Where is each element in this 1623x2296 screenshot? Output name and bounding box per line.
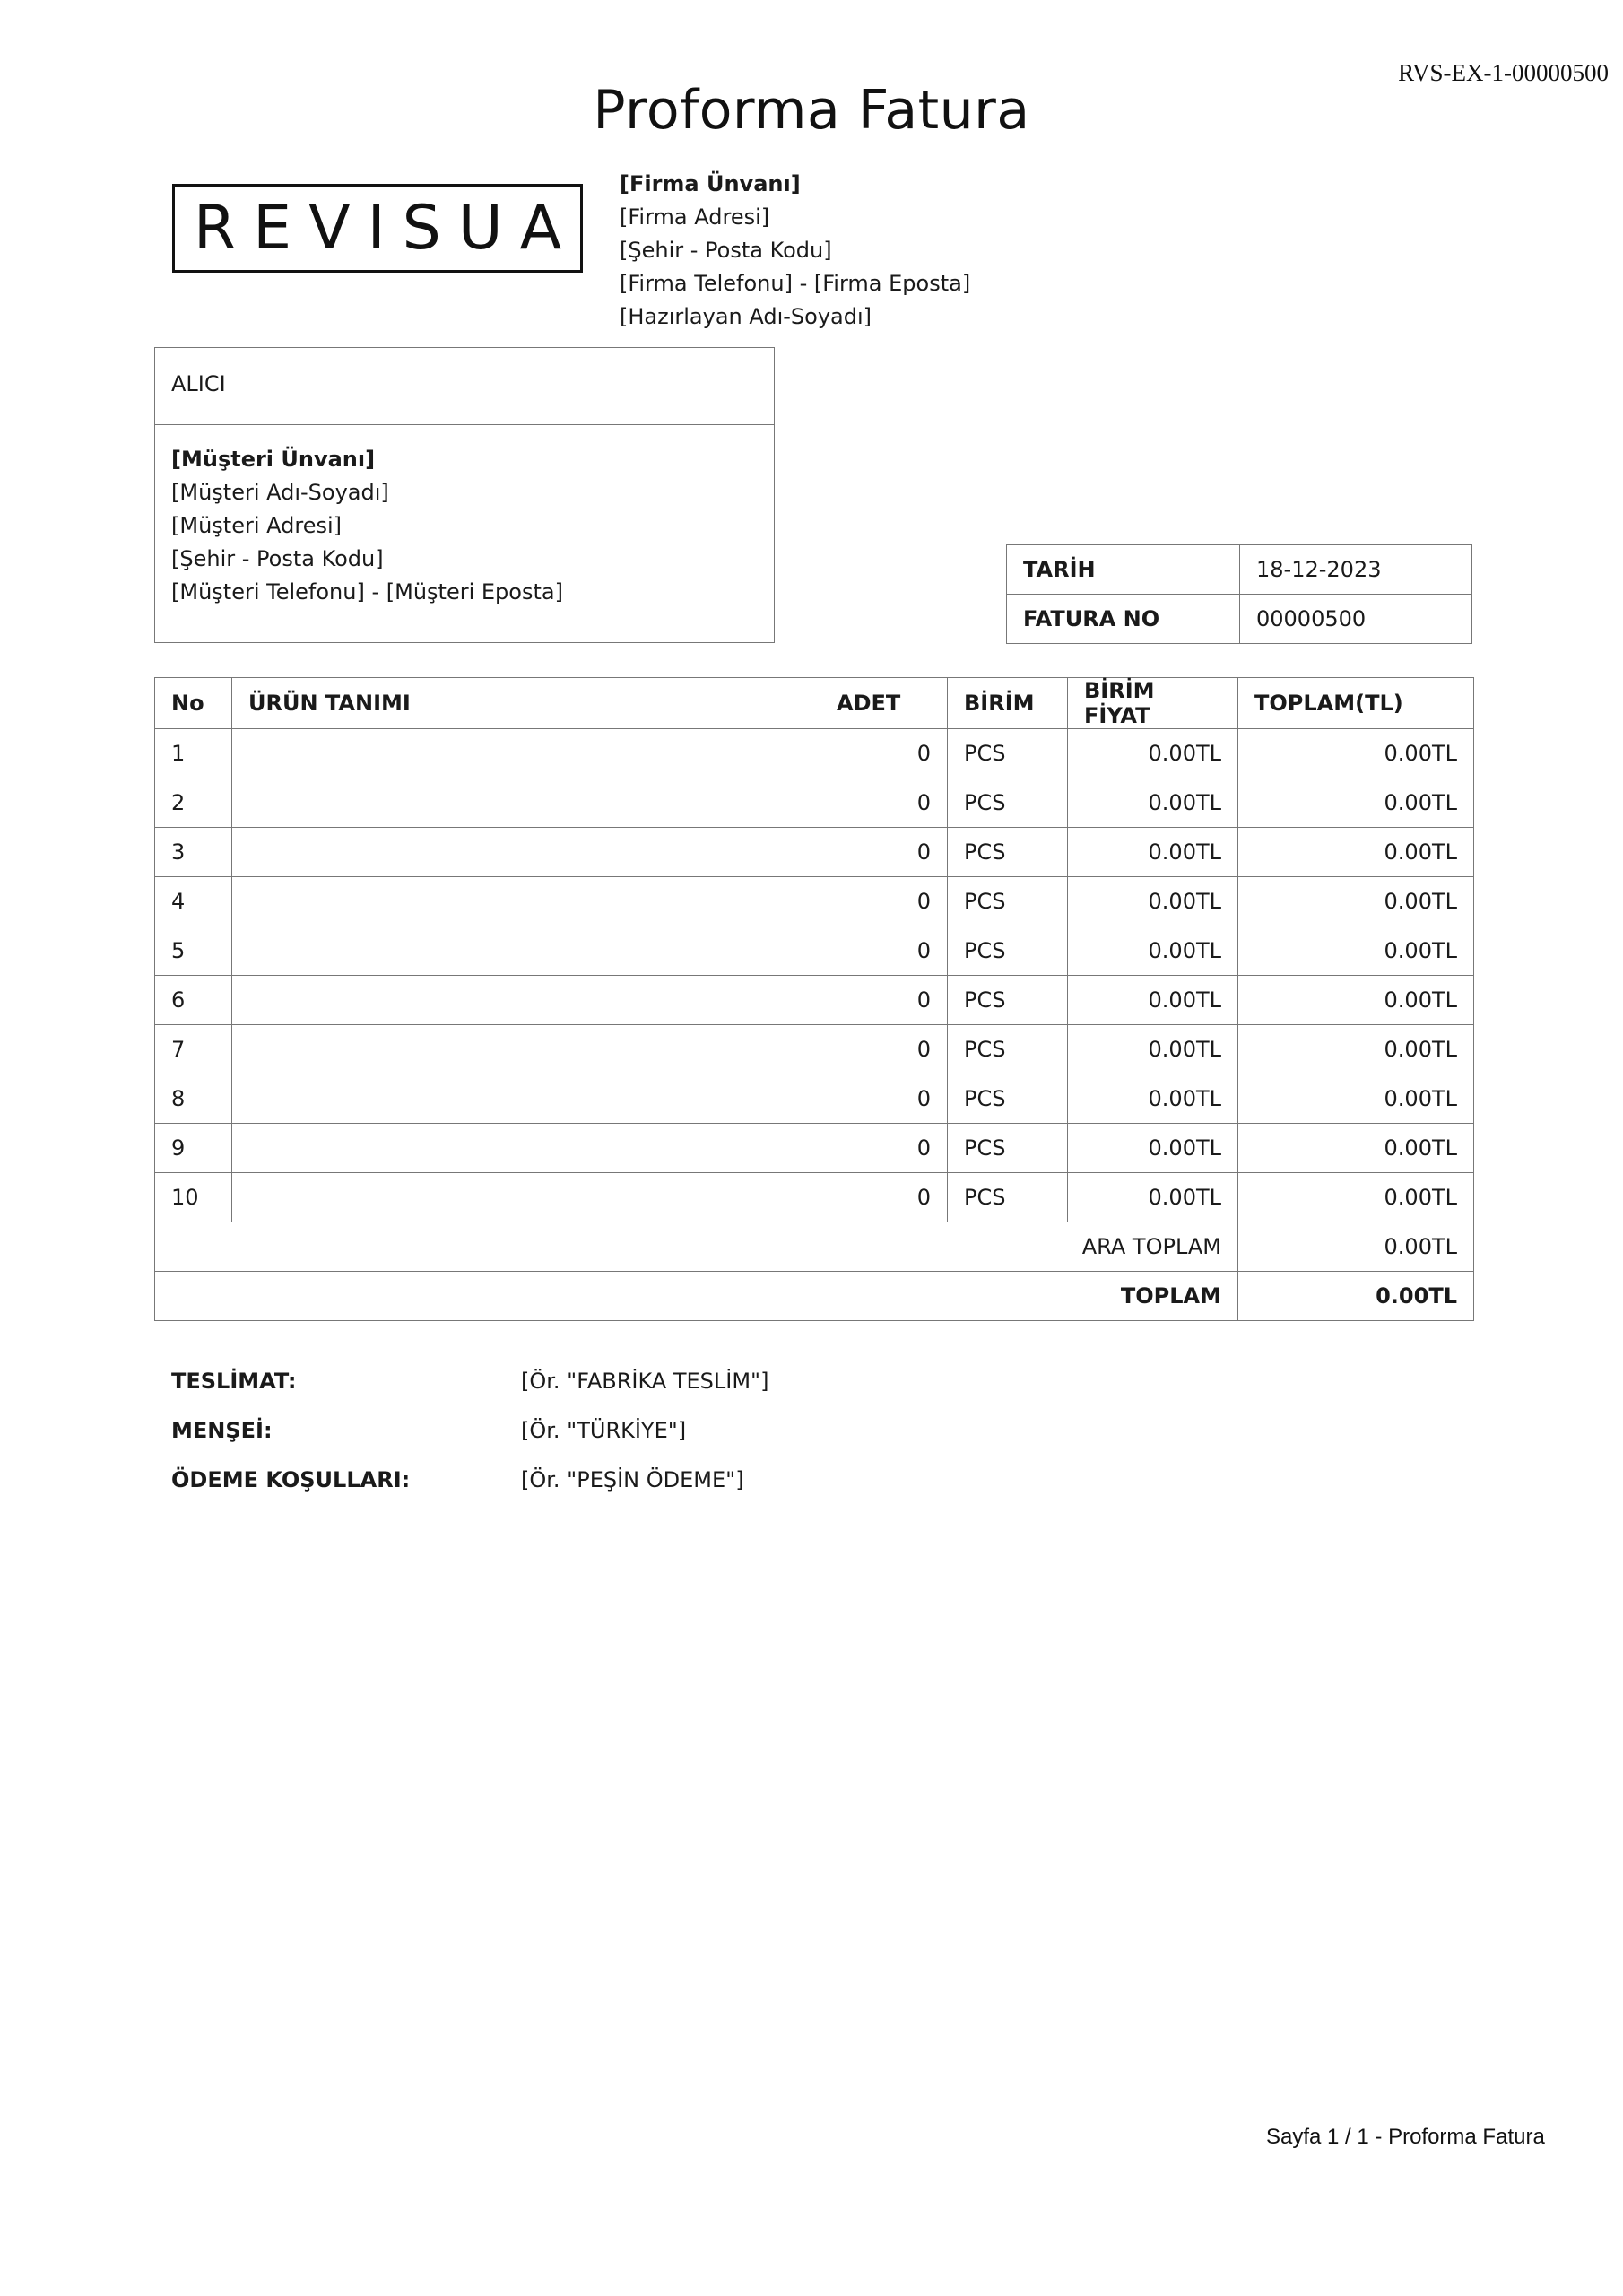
buyer-box xyxy=(154,347,775,643)
cell-unit-price: 0.00TL xyxy=(1068,729,1238,778)
company-prepared-by: [Hazırlayan Adı-Soyadı] xyxy=(620,304,872,329)
company-name: [Firma Ünvanı] xyxy=(620,171,801,196)
table-row xyxy=(155,1124,1474,1173)
company-logo: REVISUA xyxy=(172,184,583,273)
cell-description xyxy=(232,778,820,828)
col-header-quantity: ADET xyxy=(820,678,948,729)
cell-quantity: 0 xyxy=(820,729,948,778)
date-value: 18-12-2023 xyxy=(1240,545,1472,595)
company-address: [Firma Adresi] xyxy=(620,204,770,230)
cell-unit-price: 0.00TL xyxy=(1068,828,1238,877)
page-title: Proforma Fatura xyxy=(593,79,1030,142)
cell-no: 5 xyxy=(155,926,232,976)
buyer-person: [Müşteri Adı-Soyadı] xyxy=(171,480,389,505)
term-origin-label: MENŞEİ: xyxy=(171,1417,273,1443)
info-row-date xyxy=(1007,545,1472,595)
subtotal-value: 0.00TL xyxy=(1238,1222,1474,1272)
cell-total: 0.00TL xyxy=(1238,778,1474,828)
cell-no: 4 xyxy=(155,877,232,926)
term-origin xyxy=(171,1405,768,1455)
cell-unit-price: 0.00TL xyxy=(1068,1025,1238,1074)
cell-unit: PCS xyxy=(948,1025,1068,1074)
subtotal-row xyxy=(155,1222,1474,1272)
cell-unit: PCS xyxy=(948,1173,1068,1222)
col-header-no: No xyxy=(155,678,232,729)
cell-no: 6 xyxy=(155,976,232,1025)
info-row-number xyxy=(1007,595,1472,644)
cell-total: 0.00TL xyxy=(1238,877,1474,926)
cell-unit: PCS xyxy=(948,1124,1068,1173)
cell-unit: PCS xyxy=(948,828,1068,877)
cell-total: 0.00TL xyxy=(1238,1124,1474,1173)
table-row xyxy=(155,778,1474,828)
cell-unit-price: 0.00TL xyxy=(1068,1124,1238,1173)
cell-unit-price: 0.00TL xyxy=(1068,976,1238,1025)
cell-description xyxy=(232,1074,820,1124)
cell-description xyxy=(232,976,820,1025)
cell-unit-price: 0.00TL xyxy=(1068,1173,1238,1222)
company-info xyxy=(620,168,970,334)
page-footer: Sayfa 1 / 1 - Proforma Fatura xyxy=(1266,2125,1545,2149)
term-payment-value: [Ör. "PEŞİN ÖDEME"] xyxy=(521,1466,744,1492)
document-code: RVS-EX-1-00000500 xyxy=(1398,59,1609,86)
date-label: TARİH xyxy=(1007,545,1240,595)
cell-no: 7 xyxy=(155,1025,232,1074)
cell-unit: PCS xyxy=(948,1074,1068,1124)
cell-unit: PCS xyxy=(948,729,1068,778)
table-row xyxy=(155,1173,1474,1222)
term-delivery-value: [Ör. "FABRİKA TESLİM"] xyxy=(521,1368,769,1394)
cell-unit-price: 0.00TL xyxy=(1068,1074,1238,1124)
cell-no: 1 xyxy=(155,729,232,778)
cell-unit: PCS xyxy=(948,877,1068,926)
cell-total: 0.00TL xyxy=(1238,828,1474,877)
term-delivery xyxy=(171,1356,768,1405)
cell-no: 10 xyxy=(155,1173,232,1222)
col-header-description: ÜRÜN TANIMI xyxy=(232,678,820,729)
cell-description xyxy=(232,1025,820,1074)
col-header-unit-price: BİRİM FİYAT xyxy=(1068,678,1238,729)
table-row xyxy=(155,1025,1474,1074)
buyer-heading: ALICI xyxy=(155,348,774,425)
table-row xyxy=(155,926,1474,976)
cell-total: 0.00TL xyxy=(1238,976,1474,1025)
cell-quantity: 0 xyxy=(820,1173,948,1222)
table-row xyxy=(155,729,1474,778)
table-header-row xyxy=(155,678,1474,729)
cell-no: 3 xyxy=(155,828,232,877)
cell-quantity: 0 xyxy=(820,1025,948,1074)
total-label: TOPLAM xyxy=(155,1272,1238,1321)
cell-description xyxy=(232,926,820,976)
total-value: 0.00TL xyxy=(1238,1272,1474,1321)
cell-quantity: 0 xyxy=(820,778,948,828)
invoice-number-value: 00000500 xyxy=(1240,595,1472,644)
total-row xyxy=(155,1272,1474,1321)
cell-description xyxy=(232,1124,820,1173)
term-delivery-label: TESLİMAT: xyxy=(171,1368,297,1394)
cell-description xyxy=(232,729,820,778)
cell-quantity: 0 xyxy=(820,877,948,926)
col-header-total: TOPLAM(TL) xyxy=(1238,678,1474,729)
buyer-name: [Müşteri Ünvanı] xyxy=(171,447,376,472)
term-origin-value: [Ör. "TÜRKİYE"] xyxy=(521,1417,687,1443)
cell-unit: PCS xyxy=(948,976,1068,1025)
cell-quantity: 0 xyxy=(820,1124,948,1173)
cell-description xyxy=(232,828,820,877)
terms-section xyxy=(171,1356,768,1504)
cell-quantity: 0 xyxy=(820,926,948,976)
buyer-contact: [Müşteri Telefonu] - [Müşteri Eposta] xyxy=(171,579,563,604)
buyer-address: [Müşteri Adresi] xyxy=(171,513,342,538)
cell-description xyxy=(232,877,820,926)
col-header-unit: BİRİM xyxy=(948,678,1068,729)
company-contact: [Firma Telefonu] - [Firma Eposta] xyxy=(620,271,971,296)
cell-total: 0.00TL xyxy=(1238,926,1474,976)
invoice-number-label: FATURA NO xyxy=(1007,595,1240,644)
cell-unit: PCS xyxy=(948,926,1068,976)
table-row xyxy=(155,976,1474,1025)
cell-total: 0.00TL xyxy=(1238,729,1474,778)
cell-quantity: 0 xyxy=(820,976,948,1025)
invoice-info-table xyxy=(1006,544,1472,644)
cell-no: 8 xyxy=(155,1074,232,1124)
cell-unit-price: 0.00TL xyxy=(1068,778,1238,828)
cell-no: 2 xyxy=(155,778,232,828)
cell-no: 9 xyxy=(155,1124,232,1173)
buyer-details xyxy=(155,425,774,609)
items-table xyxy=(154,677,1474,1321)
cell-quantity: 0 xyxy=(820,828,948,877)
table-row xyxy=(155,1074,1474,1124)
cell-quantity: 0 xyxy=(820,1074,948,1124)
term-payment xyxy=(171,1455,768,1504)
company-city-postal: [Şehir - Posta Kodu] xyxy=(620,238,832,263)
cell-unit: PCS xyxy=(948,778,1068,828)
cell-total: 0.00TL xyxy=(1238,1025,1474,1074)
cell-unit-price: 0.00TL xyxy=(1068,926,1238,976)
buyer-city-postal: [Şehir - Posta Kodu] xyxy=(171,546,384,571)
cell-total: 0.00TL xyxy=(1238,1074,1474,1124)
term-payment-label: ÖDEME KOŞULLARI: xyxy=(171,1466,411,1492)
table-row xyxy=(155,877,1474,926)
cell-description xyxy=(232,1173,820,1222)
cell-total: 0.00TL xyxy=(1238,1173,1474,1222)
subtotal-label: ARA TOPLAM xyxy=(155,1222,1238,1272)
cell-unit-price: 0.00TL xyxy=(1068,877,1238,926)
table-row xyxy=(155,828,1474,877)
